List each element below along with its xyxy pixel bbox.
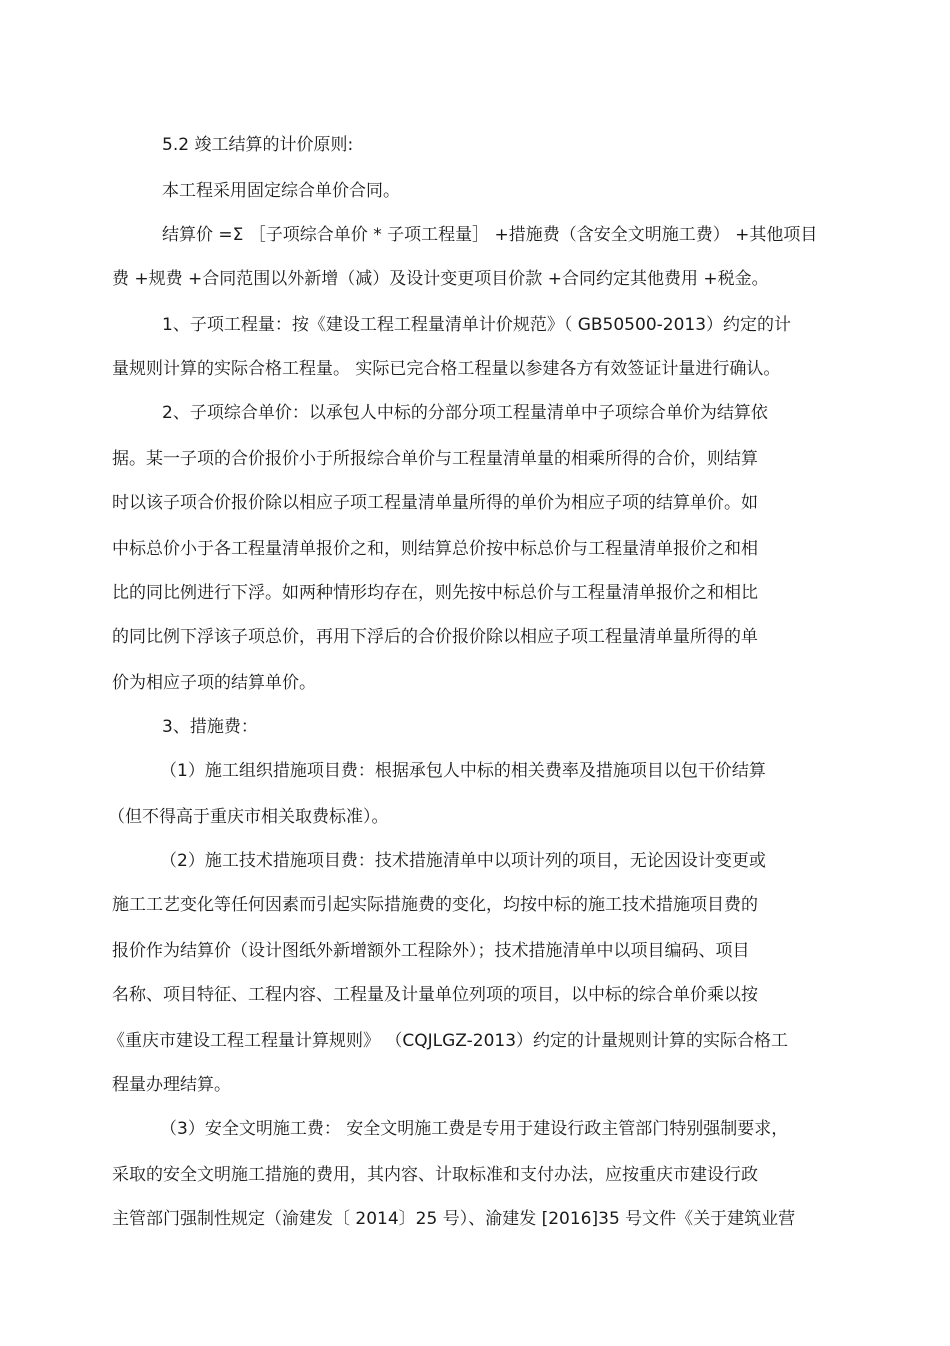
paragraph-line: 报价作为结算价（设计图纸外新增额外工程除外）；技术措施清单中以项目编码、项目 [112, 941, 750, 961]
paragraph-line: 据。某一子项的合价报价小于所报综合单价与工程量清单量的相乘所得的合价，则结算 [112, 449, 758, 469]
paragraph-line: 中标总价小于各工程量清单报价之和，则结算总价按中标总价与工程量清单报价之和相 [112, 539, 758, 559]
formula-line: 结算价 =Σ ［子项综合单价 * 子项工程量］ +措施费（含安全文明施工费） +其他项目 [162, 225, 818, 245]
formula-line: 费 +规费 +合同范围以外新增（减）及设计变更项目价款 +合同约定其他费用 +税金。 [112, 269, 769, 289]
paragraph-line: 时以该子项合价报价除以相应子项工程量清单量所得的单价为相应子项的结算单价。如 [112, 493, 758, 513]
paragraph-line: 比的同比例进行下浮。如两种情形均存在，则先按中标总价与工程量清单报价之和相比 [112, 583, 758, 603]
paragraph-line: 程量办理结算。 [112, 1075, 231, 1095]
paragraph-line: （1）施工组织措施项目费：根据承包人中标的相关费率及措施项目以包干价结算 [160, 761, 766, 781]
paragraph-line: 1、子项工程量：按《建设工程工程量清单计价规范》（ GB50500-2013）约定的计 [162, 315, 792, 335]
paragraph-line: （3）安全文明施工费： 安全文明施工费是专用于建设行政主管部门特别强制要求， [160, 1119, 789, 1139]
paragraph-line: 的同比例下浮该子项总价，再用下浮后的合价报价除以相应子项工程量清单量所得的单 [112, 627, 758, 647]
paragraph-line: 主管部门强制性规定（渝建发〔 2014〕25 号）、渝建发 [2016]35 号文件《关于建筑业营 [112, 1209, 796, 1229]
paragraph-line: 采取的安全文明施工措施的费用，其内容、计取标准和支付办法，应按重庆市建设行政 [112, 1165, 758, 1185]
paragraph-line: （2）施工技术措施项目费：技术措施清单中以项计列的项目，无论因设计变更或 [160, 851, 766, 871]
section-heading: 5.2 竣工结算的计价原则: [162, 135, 354, 155]
paragraph-line: 施工工艺变化等任何因素而引起实际措施费的变化，均按中标的施工技术措施项目费的 [112, 895, 758, 915]
paragraph-line: （但不得高于重庆市相关取费标准）。 [108, 807, 389, 827]
paragraph-line: 价为相应子项的结算单价。 [112, 673, 316, 693]
paragraph-line: 名称、项目特征、工程内容、工程量及计量单位列项的项目，以中标的综合单价乘以按 [112, 985, 758, 1005]
paragraph-line: 《重庆市建设工程工程量计算规则》 （CQJLGZ-2013）约定的计量规则计算的实际合格工 [108, 1031, 789, 1051]
paragraph-line: 2、子项综合单价：以承包人中标的分部分项工程量清单中子项综合单价为结算依 [162, 403, 768, 423]
paragraph-line: 量规则计算的实际合格工程量。 实际已完合格工程量以参建各方有效签证计量进行确认。 [112, 359, 781, 379]
subsection-heading: 3、措施费： [162, 717, 258, 737]
paragraph-line: 本工程采用固定综合单价合同。 [162, 181, 400, 201]
